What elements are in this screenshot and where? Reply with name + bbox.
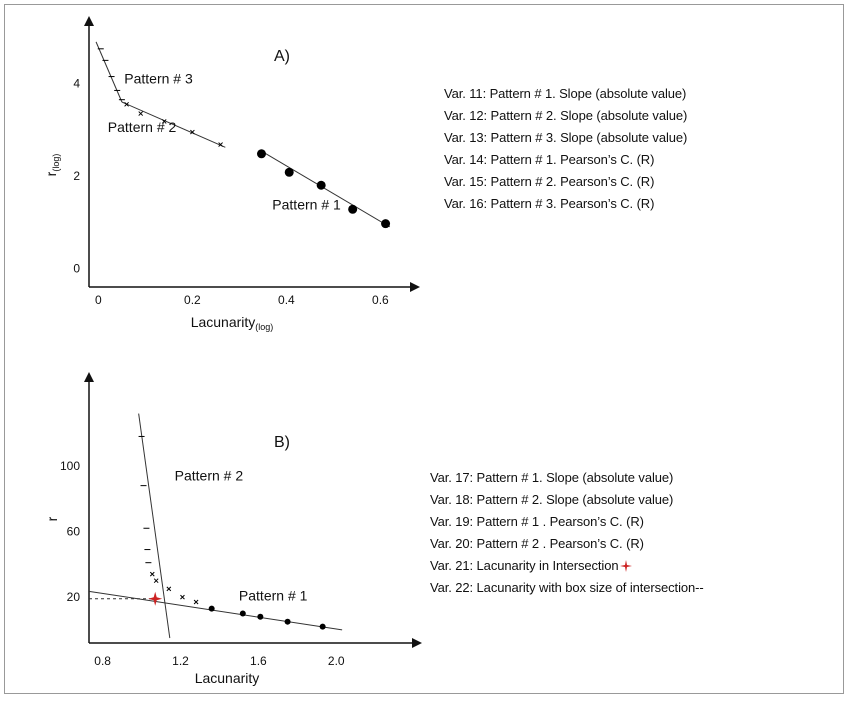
legend-b-item-1: Var. 17: Pattern # 1. Slope (absolute value)	[430, 470, 674, 485]
x-tick-label: 0.6	[372, 293, 389, 307]
data-point	[348, 205, 357, 214]
y-axis-label: $r_{(log)}$	[43, 153, 61, 177]
y-axis-label: r	[44, 516, 60, 522]
intersection-star-icon	[620, 560, 632, 572]
legend-b-item-5-text: Var. 21: Lacunarity in Intersection	[430, 558, 619, 573]
x-tick-label: 2.0	[327, 654, 345, 668]
fit-line	[261, 151, 390, 227]
data-point	[209, 606, 215, 612]
y-axis-arrow-icon	[84, 372, 94, 382]
chart-b	[44, 372, 422, 686]
data-point	[381, 219, 390, 228]
fit-line	[96, 42, 122, 102]
data-point	[285, 619, 291, 625]
legend-b-item-3: Var. 19: Pattern # 1 . Pearson’s C. (R)	[430, 514, 644, 529]
x-axis-label-subscript: (log)	[255, 322, 274, 332]
x-axis-label: Lacunarity	[194, 670, 260, 686]
data-point	[180, 595, 184, 599]
legend-b-item-6: Var. 22: Lacunarity with box size of intersection--	[430, 580, 704, 595]
x-tick-label: 1.2	[172, 654, 189, 668]
x-tick-label: 1.6	[250, 654, 267, 668]
y-axis-arrow-icon	[84, 16, 94, 26]
pattern-annotation: Pattern # 2	[107, 119, 177, 136]
x-axis-arrow-icon	[412, 638, 422, 648]
panel-a-label: A)	[274, 48, 290, 65]
fit-line	[139, 414, 170, 639]
legend-a-item-2: Var. 12: Pattern # 2. Slope (absolute value)	[444, 108, 688, 123]
y-tick-label: 60	[66, 524, 80, 539]
pattern-annotation: Pattern # 1	[238, 587, 308, 604]
x-axis-arrow-icon	[410, 282, 420, 292]
pattern-annotation: Pattern # 1	[272, 196, 341, 213]
legend-a-item-3: Var. 13: Pattern # 3. Slope (absolute value)	[444, 130, 688, 145]
data-point	[257, 149, 266, 158]
intersection-marker	[148, 592, 162, 606]
data-point	[167, 587, 171, 591]
pattern-annotation: Pattern # 2	[174, 467, 244, 484]
y-tick-label: 4	[73, 76, 80, 91]
chart-a	[43, 16, 420, 332]
data-point	[257, 614, 263, 620]
legend-a-item-1: Var. 11: Pattern # 1. Slope (absolute value)	[444, 86, 687, 101]
legend-a-item-4: Var. 14: Pattern # 1. Pearson’s C. (R)	[444, 152, 655, 167]
data-point	[150, 572, 154, 576]
legend-b-item-4: Var. 20: Pattern # 2 . Pearson’s C. (R)	[430, 536, 644, 551]
x-axis-label: Lacunarity$_{(log)}$	[190, 314, 274, 332]
y-axis-label-subscript: (log)	[51, 153, 61, 172]
x-tick-label: 0.2	[184, 293, 201, 307]
legend-b-item-2: Var. 18: Pattern # 2. Slope (absolute value)	[430, 492, 674, 507]
y-tick-label: 0	[73, 261, 80, 276]
x-tick-label: 0	[95, 293, 102, 307]
data-point	[317, 181, 326, 190]
data-point	[194, 600, 198, 604]
x-tick-label: 0.8	[94, 654, 111, 668]
pattern-annotation: Pattern # 3	[124, 70, 193, 87]
data-point	[240, 610, 246, 616]
legend-b-item-5	[430, 558, 630, 573]
data-point	[139, 112, 143, 116]
panel-b-label: B)	[274, 434, 290, 451]
legend-a-item-5: Var. 15: Pattern # 2. Pearson’s C. (R)	[444, 174, 655, 189]
data-point	[285, 168, 294, 177]
y-tick-label: 100	[59, 458, 80, 473]
y-tick-label: 2	[73, 169, 80, 183]
x-tick-label: 0.4	[278, 293, 295, 307]
y-tick-label: 20	[66, 590, 80, 605]
data-point	[154, 579, 158, 583]
data-point	[320, 624, 326, 630]
legend-a-item-6: Var. 16: Pattern # 3. Pearson’s C. (R)	[444, 196, 655, 211]
